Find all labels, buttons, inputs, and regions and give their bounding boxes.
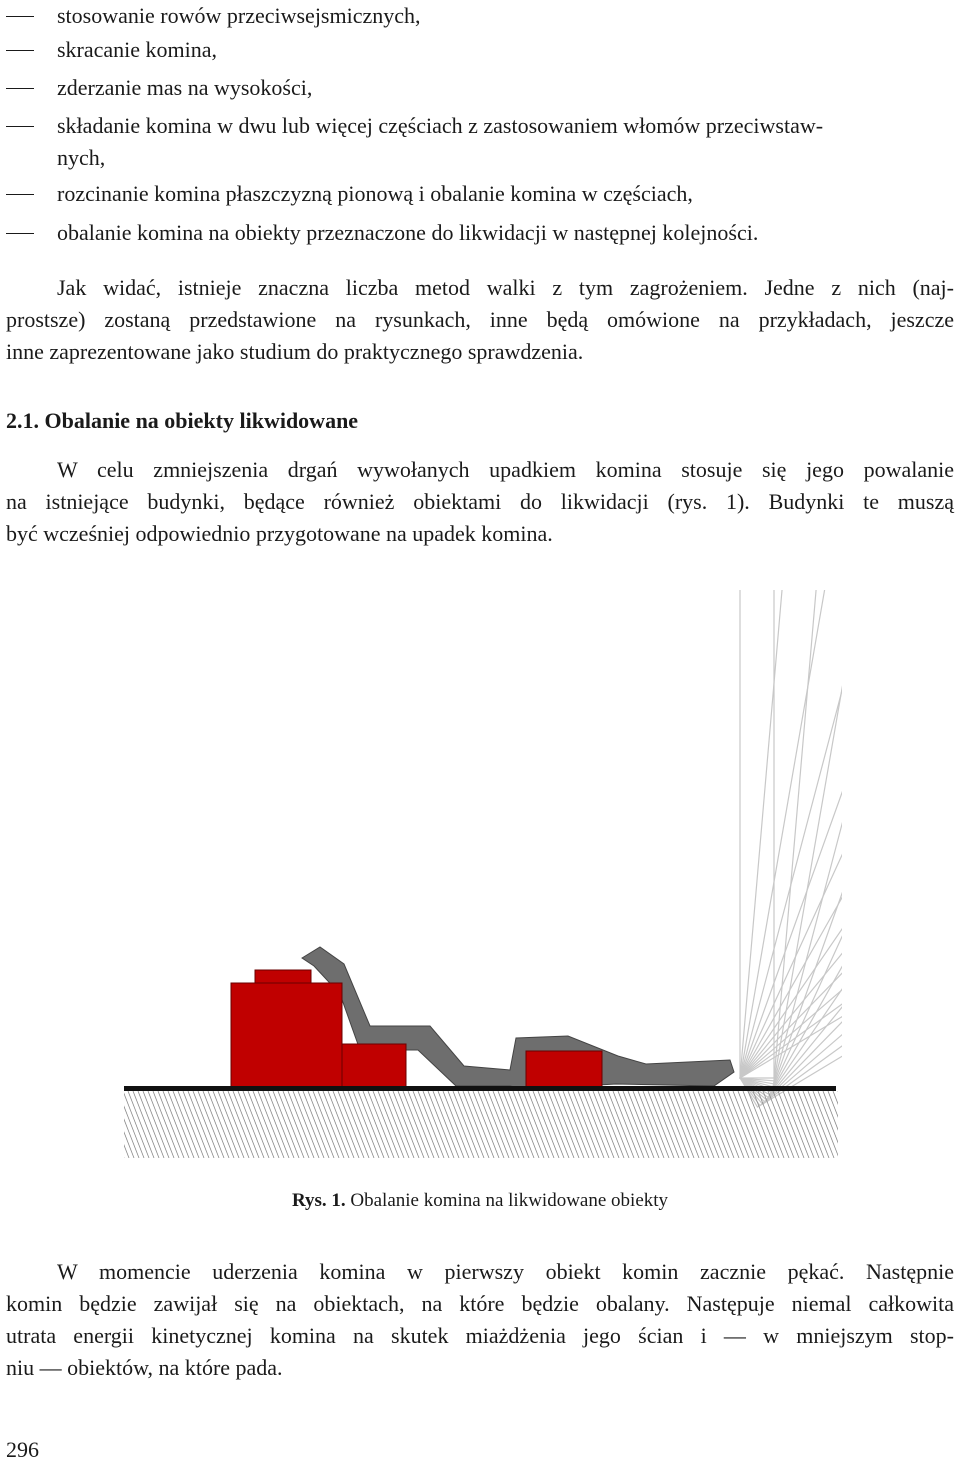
hatch-line (573, 1091, 599, 1158)
hatch-line (518, 1091, 544, 1158)
hatch-line (773, 1091, 799, 1158)
hatch-line (723, 1091, 749, 1158)
hatch-line (333, 1091, 359, 1158)
hatch-line (683, 1091, 709, 1158)
hatch-line (168, 1091, 194, 1158)
hatch-line (138, 1091, 164, 1158)
hatch-line (833, 1091, 842, 1158)
hatch-line (538, 1091, 564, 1158)
chimney-position-outline (740, 595, 842, 1087)
hatch-line (358, 1091, 384, 1158)
hatch-line (433, 1091, 459, 1158)
hatch-line (198, 1091, 224, 1158)
hatch-line (228, 1091, 254, 1158)
hatch-line (188, 1091, 214, 1158)
hatch-line (233, 1091, 259, 1158)
figure-drawing (118, 590, 842, 1170)
chimney-fall-trajectory (740, 590, 842, 1107)
hatch-line (363, 1091, 389, 1158)
building-right (526, 1051, 602, 1087)
hatch-line (513, 1091, 539, 1158)
hatch-line (283, 1091, 309, 1158)
hatch-line (213, 1091, 239, 1158)
hatch-line (598, 1091, 624, 1158)
hatch-line (568, 1091, 594, 1158)
hatch-line (248, 1091, 274, 1158)
hatch-line (588, 1091, 614, 1158)
hatch-line (728, 1091, 754, 1158)
hatch-line (293, 1091, 319, 1158)
hatch-line (533, 1091, 559, 1158)
hatch-line (288, 1091, 314, 1158)
hatch-line (653, 1091, 679, 1158)
list-item-text: zderzanie mas na wysokości, (57, 75, 313, 100)
hatch-line (608, 1091, 634, 1158)
hatch-line (408, 1091, 434, 1158)
hatch-line (803, 1091, 829, 1158)
hatch-line (623, 1091, 649, 1158)
hatch-line (613, 1091, 639, 1158)
hatch-line (468, 1091, 494, 1158)
hatch-line (768, 1091, 794, 1158)
hatch-line (798, 1091, 824, 1158)
hatch-line (278, 1091, 304, 1158)
hatch-line (508, 1091, 534, 1158)
hatch-line (368, 1091, 394, 1158)
hatch-line (658, 1091, 684, 1158)
hatch-line (493, 1091, 519, 1158)
list-item-text: składanie komina w dwu lub więcej częściach z zastosowaniem włomów przeciwstaw- (57, 113, 824, 138)
hatch-line (223, 1091, 249, 1158)
building-tall (231, 983, 342, 1087)
hatch-line (123, 1091, 149, 1158)
hatch-line (733, 1091, 759, 1158)
list-item-text: nych, (57, 145, 106, 170)
hatch-line (338, 1091, 364, 1158)
hatch-line (643, 1091, 669, 1158)
paragraph-line: niu — obiektów, na które pada. (6, 1355, 283, 1380)
hatch-line (133, 1091, 159, 1158)
hatch-line (763, 1091, 789, 1158)
hatch-line (423, 1091, 449, 1158)
hatch-line (648, 1091, 674, 1158)
hatch-line (328, 1091, 354, 1158)
hatch-line (348, 1091, 374, 1158)
hatch-line (148, 1091, 174, 1158)
hatch-line (543, 1091, 569, 1158)
hatch-line (428, 1091, 454, 1158)
hatch-line (483, 1091, 509, 1158)
hatch-line (388, 1091, 414, 1158)
paragraph-line: prostsze) zostaną przedstawione na rysunkach, inne będą omówione na przykładach, jeszcze (6, 307, 954, 332)
hatch-line (633, 1091, 659, 1158)
hatch-line (708, 1091, 734, 1158)
hatch-line (258, 1091, 284, 1158)
hatch-line (373, 1091, 399, 1158)
paragraph-intro (6, 454, 954, 550)
hatch-line (578, 1091, 604, 1158)
building-tall-roof (255, 970, 311, 984)
hatch-line (273, 1091, 299, 1158)
hatch-line (308, 1091, 334, 1158)
hatch-line (758, 1091, 784, 1158)
hatch-line (158, 1091, 184, 1158)
hatch-line (663, 1091, 689, 1158)
hatch-line (118, 1091, 144, 1158)
list-item-text: skracanie komina, (57, 37, 218, 62)
hatch-line (488, 1091, 514, 1158)
hatch-line (688, 1091, 714, 1158)
paragraph-line: W celu zmniejszenia drgań wywołanych upadkiem komina stosuje się jego powalanie (57, 457, 954, 482)
paragraph-impact (6, 1256, 954, 1384)
hatch-line (783, 1091, 809, 1158)
paragraph-line: W momencie uderzenia komina w pierwszy obiekt komin zacznie pękać. Następnie (57, 1259, 954, 1284)
hatch-line (673, 1091, 699, 1158)
figure-chimney-collapse (118, 590, 842, 1175)
list-item-text: stosowanie rowów przeciwsejsmicznych, (57, 3, 421, 28)
hatch-line (303, 1091, 329, 1158)
hatch-line (118, 1091, 119, 1158)
hatch-line (263, 1091, 289, 1158)
hatch-line (353, 1091, 379, 1158)
hatch-line (748, 1091, 774, 1158)
hatch-line (153, 1091, 179, 1158)
chimney-position-outline (740, 643, 842, 1095)
hatch-line (638, 1091, 664, 1158)
hatch-line (788, 1091, 814, 1158)
hatch-line (628, 1091, 654, 1158)
hatch-line (838, 1091, 842, 1158)
paragraph-line: utrata energii kinetycznej komina na skutek miażdżenia jego ścian i — w mniejszym stop- (6, 1323, 954, 1348)
hatch-line (558, 1091, 584, 1158)
caption-text: Obalanie komina na likwidowane obiekty (345, 1190, 669, 1211)
hatch-line (313, 1091, 339, 1158)
hatch-line (393, 1091, 419, 1158)
hatch-line (528, 1091, 554, 1158)
hatch-line (808, 1091, 834, 1158)
hatch-line (778, 1091, 804, 1158)
hatch-line (343, 1091, 369, 1158)
figure-caption (0, 1190, 960, 1212)
hatch-line (703, 1091, 729, 1158)
list-item-text: obalanie komina na obiekty przeznaczone do likwidacji w następnej kolejności. (57, 220, 759, 245)
hatch-line (473, 1091, 499, 1158)
hatch-line (183, 1091, 209, 1158)
hatch-line (548, 1091, 574, 1158)
hatch-line (718, 1091, 744, 1158)
hatch-line (253, 1091, 279, 1158)
hatch-line (698, 1091, 724, 1158)
hatch-line (438, 1091, 464, 1158)
hatch-line (503, 1091, 529, 1158)
hatch-line (668, 1091, 694, 1158)
hatch-line (498, 1091, 524, 1158)
paragraph-methods (6, 272, 954, 368)
hatch-line (383, 1091, 409, 1158)
hatch-line (398, 1091, 424, 1158)
hatch-line (208, 1091, 234, 1158)
hatch-line (178, 1091, 204, 1158)
hatch-line (793, 1091, 819, 1158)
hatch-line (603, 1091, 629, 1158)
hatch-line (193, 1091, 219, 1158)
hatch-line (478, 1091, 504, 1158)
hatch-line (218, 1091, 244, 1158)
page-number: 296 (6, 1437, 39, 1462)
hatch-line (593, 1091, 619, 1158)
hatch-line (323, 1091, 349, 1158)
hatch-line (618, 1091, 644, 1158)
hatch-line (118, 1091, 129, 1158)
hatch-line (298, 1091, 324, 1158)
hatch-line (128, 1091, 154, 1158)
hatch-line (443, 1091, 469, 1158)
paragraph-line: komin będzie zawijał się na obiektach, na które będzie obalany. Następuje niemal całkowita (6, 1291, 954, 1316)
ground-hatching (118, 1091, 842, 1158)
hatch-line (243, 1091, 269, 1158)
hatch-line (378, 1091, 404, 1158)
hatch-line (563, 1091, 589, 1158)
hatch-line (813, 1091, 839, 1158)
hatch-line (318, 1091, 344, 1158)
hatch-line (403, 1091, 429, 1158)
chimney-position-outline (740, 590, 774, 1078)
hatch-line (458, 1091, 484, 1158)
hatch-line (463, 1091, 489, 1158)
paragraph-line: na istniejące budynki, będące również obiektami do likwidacji (rys. 1). Budynki te muszą (6, 489, 954, 514)
hatch-line (523, 1091, 549, 1158)
hatch-line (553, 1091, 579, 1158)
hatch-line (448, 1091, 474, 1158)
chimney-position-outline (740, 590, 817, 1081)
building-middle (342, 1044, 406, 1087)
hatch-line (418, 1091, 444, 1158)
hatch-line (453, 1091, 479, 1158)
hatch-line (413, 1091, 439, 1158)
hatch-line (693, 1091, 719, 1158)
hatch-line (238, 1091, 264, 1158)
list-item-text: rozcinanie komina płaszczyzną pionową i obalanie komina w częściach, (57, 181, 693, 206)
paragraph-line: Jak widać, istnieje znaczna liczba metod walki z tym zagrożeniem. Jedne z nich (naj- (57, 275, 954, 300)
paragraph-line: być wcześniej odpowiednio przygotowane na upadek komina. (6, 521, 553, 546)
hatch-line (678, 1091, 704, 1158)
hatch-line (203, 1091, 229, 1158)
ground-surface-line (124, 1086, 836, 1091)
caption-label: Rys. 1. (291, 1190, 346, 1211)
hatch-line (173, 1091, 199, 1158)
hatch-line (713, 1091, 739, 1158)
paragraph-line: inne zaprezentowane jako studium do praktycznego sprawdzenia. (6, 339, 584, 364)
hatch-line (268, 1091, 294, 1158)
hatch-line (583, 1091, 609, 1158)
hatch-line (143, 1091, 169, 1158)
hatch-line (163, 1091, 189, 1158)
section-heading: 2.1. Obalanie na obiekty likwidowane (6, 408, 359, 433)
hatch-line (118, 1091, 124, 1158)
